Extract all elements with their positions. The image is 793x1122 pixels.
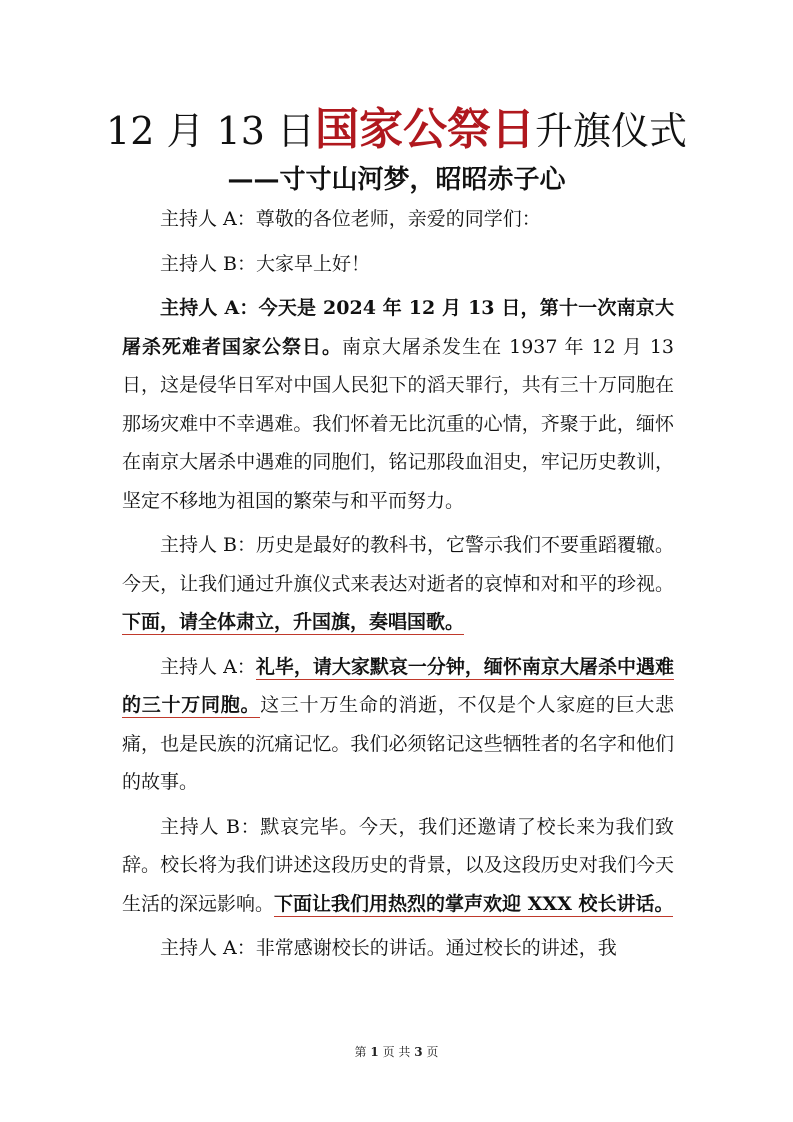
paragraph-text: 主持人 B：历史是最好的教科书，它警示我们不要重蹈覆辙。今天，让我们通过升旗仪式来表达对逝者的哀悼和对和平的珍视。 xyxy=(122,534,675,595)
paragraph-text: 这三十万生命的消逝，不仅是个人家庭的巨大悲痛，也是民族的沉痛记忆。我们必须铭记这些牺牲者的名字和他们的故事。 xyxy=(122,694,674,793)
footer-text: 页 xyxy=(426,1045,439,1059)
paragraph-text: 南京大屠杀发生在 1937 年 12 月 13 日，这是侵华日军对中国人民犯下的滔天罪行，共有三十万同胞在那场灾难中不幸遇难。我们怀着无比沉重的心情，齐聚于此，缅怀在南京大屠杀中遇难的同胞们，铭记那段血泪史，牢记历史教训，坚定不移地为祖国的繁荣与和平而努力。 xyxy=(122,335,674,512)
page-footer xyxy=(0,1043,793,1060)
speaker-label: 主持人 A： xyxy=(160,297,259,319)
underlined-instruction: 下面，请全体肃立，升国旗，奏唱国歌。 xyxy=(122,611,465,633)
footer-text: 页 共 xyxy=(382,1045,411,1059)
title-date: 12 月 13 日 xyxy=(106,109,315,153)
paragraph-flag-b xyxy=(122,526,674,642)
speaker-label: 主持人 A： xyxy=(160,655,256,678)
bold-statement: 今天是 2024 年 12 月 13 日，第十一次南京大屠杀死难者国家公祭日。 xyxy=(122,297,675,358)
paragraph-text: 主持人 B：大家早上好！ xyxy=(160,252,371,275)
paragraph-greeting-a xyxy=(122,200,674,239)
underlined-instruction: 下面让我们用热烈的掌声欢迎 XXX 校长讲话。 xyxy=(274,892,674,915)
title-suffix: 升旗仪式 xyxy=(534,109,687,153)
paragraph-intro-a xyxy=(122,289,674,520)
document-body xyxy=(122,200,674,974)
paragraph-text: 主持人 A：非常感谢校长的讲话。通过校长的讲述，我 xyxy=(160,937,617,959)
paragraph-text: 主持人 A：尊敬的各位老师，亲爱的同学们： xyxy=(160,208,541,230)
current-page-number: 1 xyxy=(370,1045,379,1059)
paragraph-thanks-a xyxy=(122,929,674,968)
paragraph-speech-b xyxy=(122,808,674,924)
title-highlight: 国家公祭日 xyxy=(314,104,535,155)
underlined-instruction: 礼毕，请大家默哀一分钟，缅怀南京大屠杀中遇难的三十万同胞。 xyxy=(122,655,674,716)
footer-text: 第 xyxy=(354,1045,367,1059)
total-page-number: 3 xyxy=(414,1045,423,1059)
document-subtitle: ——寸寸山河梦，昭昭赤子心 xyxy=(227,165,566,195)
paragraph-greeting-b xyxy=(122,245,674,284)
paragraph-silence-a xyxy=(122,648,674,802)
document-title xyxy=(0,100,793,161)
paragraph-text: 主持人 B：默哀完毕。今天，我们还邀请了校长来为我们致辞。校长将为我们讲述这段历史的背景，以及这段历史对我们今天生活的深远影响。 xyxy=(122,815,674,915)
